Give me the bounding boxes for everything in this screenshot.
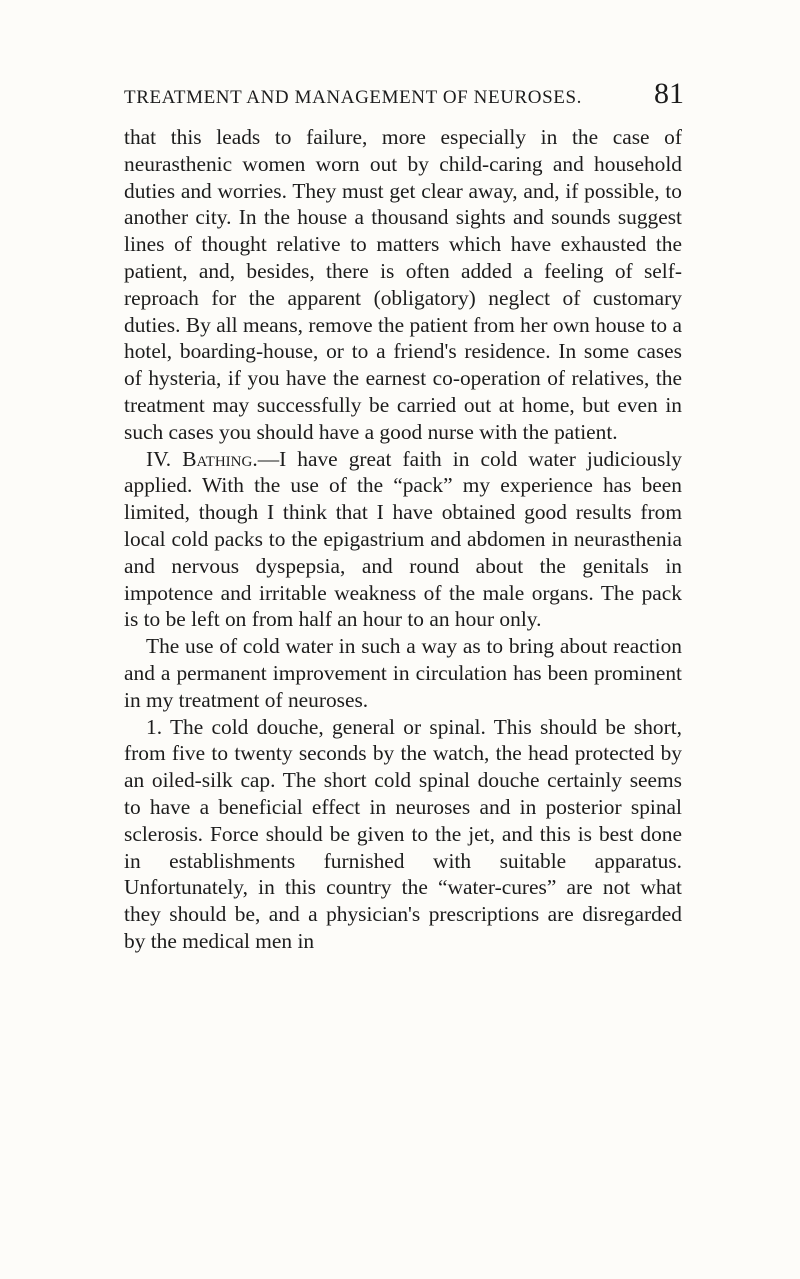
section-heading: Bathing. (182, 446, 258, 471)
paragraph-1: that this leads to failure, more especially in the case of neurasthenic women worn out by child-caring and household duties and worries. They must get clear away, and, if possible, to another city. In the house a thousand sights and sounds suggest lines of thought relative to matters which have exhausted the patient, and, besides, there is often added a feeling of self-reproach for the apparent (obligatory) neglect of customary duties. By all means, remove the patient from her own house to a hotel, boarding-house, or to a friend's residence. In some cases of hysteria, if you have the earnest co-operation of relatives, the treatment may successfully be carried out at home, but even in such cases you should have a good nurse with the patient. (124, 125, 682, 444)
paragraph-4-douche: 1. The cold douche, general or spinal. This should be short, from five to twenty seconds by the watch, the head protected by an oiled-silk cap. The short cold spinal douche certainly seems to have a beneficial effect in neuroses and in posterior spinal sclerosis. Force should be given to the jet, and this is best done in establishments furnished with suitable apparatus. Unfortunately, in this country the “water-cures” are not what they should be, and a physician's prescriptions are disregarded by the medical men in (124, 714, 682, 953)
running-title: TREATMENT AND MANAGEMENT OF NEUROSES. (124, 87, 582, 108)
page-number: 81 (654, 77, 684, 110)
paragraph-2-text: —I have great faith in cold water judiciously applied. With the use of the “pack” my experience has been limited, though I think that I have obtained good results from local cold packs to the epigastrium and abdomen in neurasthenia and nervous dyspepsia, and round about the genitals in impotence and irritable weakness of the male organs. The pack is to be left on from half an hour to an hour only. (124, 446, 682, 632)
section-number: IV. (146, 446, 172, 471)
page-header (124, 79, 684, 115)
body-text (124, 124, 682, 955)
paragraph-2-bathing (124, 446, 682, 634)
paragraph-3: The use of cold water in such a way as to bring about reaction and a permanent improvement in circulation has been prominent in my treatment of neuroses. (124, 634, 682, 712)
